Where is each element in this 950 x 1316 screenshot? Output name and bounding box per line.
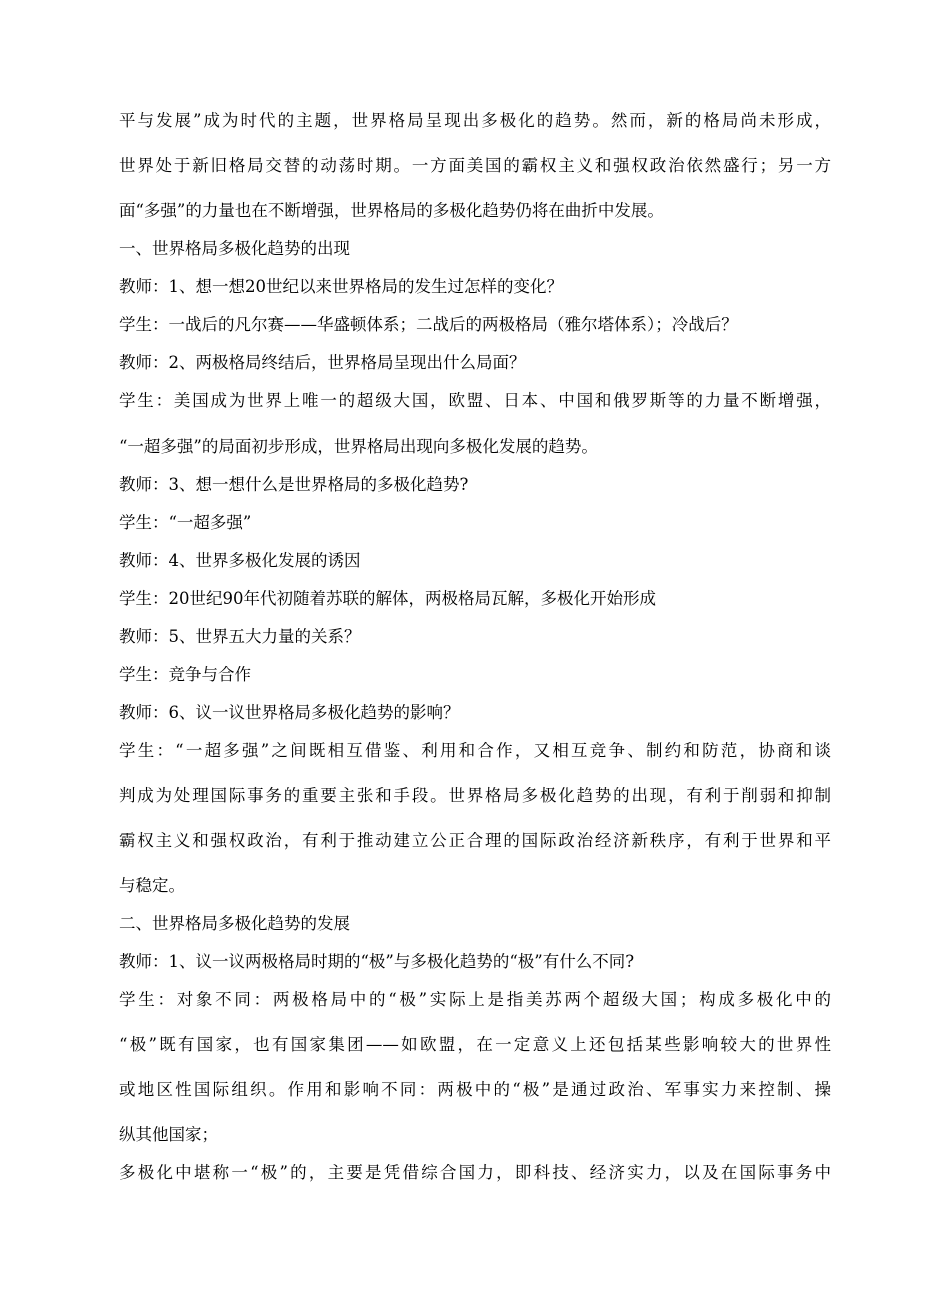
text-line: 与稳定。 (119, 876, 185, 895)
text-line: 教师：2、两极格局终结后，世界格局呈现出什么局面？ (119, 353, 526, 372)
text-line: 多极化中堪称一“极”的，主要是凭借综合国力，即科技、经济实力，以及在国际事务中 (119, 1163, 831, 1182)
text-line: 平与发展”成为时代的主题，世界格局呈现出多极化的趋势。然而，新的格局尚未形成， (119, 111, 831, 130)
text-line: 学生：美国成为世界上唯一的超级大国，欧盟、日本、中国和俄罗斯等的力量不断增强， (119, 391, 831, 410)
text-line: 教师：4、世界多极化发展的诱因 (119, 551, 361, 570)
text-line: 学生：竞争与合作 (119, 665, 251, 684)
text-line: 纵其他国家； (119, 1125, 218, 1144)
text-line: 学生：“一超多强” (119, 513, 252, 532)
section-heading: 二、世界格局多极化趋势的发展 (119, 914, 350, 933)
text-line: 学生：对象不同：两极格局中的“极”实际上是指美苏两个超级大国；构成多极化中的 (119, 990, 831, 1009)
text-line: 或地区性国际组织。作用和影响不同：两极中的“极”是通过政治、军事实力来控制、操 (119, 1080, 831, 1099)
text-line: 教师：6、议一议世界格局多极化趋势的影响？ (119, 703, 460, 722)
text-line: “极”既有国家，也有国家集团——如欧盟，在一定意义上还包括某些影响较大的世界性 (119, 1035, 831, 1054)
text-line: 面“多强”的力量也在不断增强，世界格局的多极化趋势仍将在曲折中发展。 (119, 201, 664, 220)
text-line: 世界处于新旧格局交替的动荡时期。一方面美国的霸权主义和强权政治依然盛行；另一方 (119, 156, 831, 175)
text-line: 教师：3、想一想什么是世界格局的多极化趋势? (119, 475, 469, 494)
text-line: 教师：1、议一议两极格局时期的“极”与多极化趋势的“极”有什么不同? (119, 952, 635, 971)
text-line: 霸权主义和强权政治，有利于推动建立公正合理的国际政治经济新秩序，有利于世界和平 (119, 831, 831, 850)
text-line: 学生：“一超多强”之间既相互借鉴、利用和合作，又相互竞争、制约和防范，协商和谈 (119, 741, 831, 760)
text-line: 学生：一战后的凡尔赛——华盛顿体系；二战后的两极格局（雅尔塔体系）；冷战后？ (119, 315, 738, 334)
text-line: “一超多强”的局面初步形成，世界格局出现向多极化发展的趋势。 (119, 437, 598, 456)
text-line: 判成为处理国际事务的重要主张和手段。世界格局多极化趋势的出现，有利于削弱和抑制 (119, 786, 831, 805)
text-line: 学生：20世纪90年代初随着苏联的解体，两极格局瓦解，多极化开始形成 (119, 589, 656, 608)
section-heading: 一、世界格局多极化趋势的出现 (119, 239, 350, 258)
text-line: 教师：1、想一想20世纪以来世界格局的发生过怎样的变化？ (119, 277, 563, 296)
text-line: 教师：5、世界五大力量的关系？ (119, 627, 361, 646)
